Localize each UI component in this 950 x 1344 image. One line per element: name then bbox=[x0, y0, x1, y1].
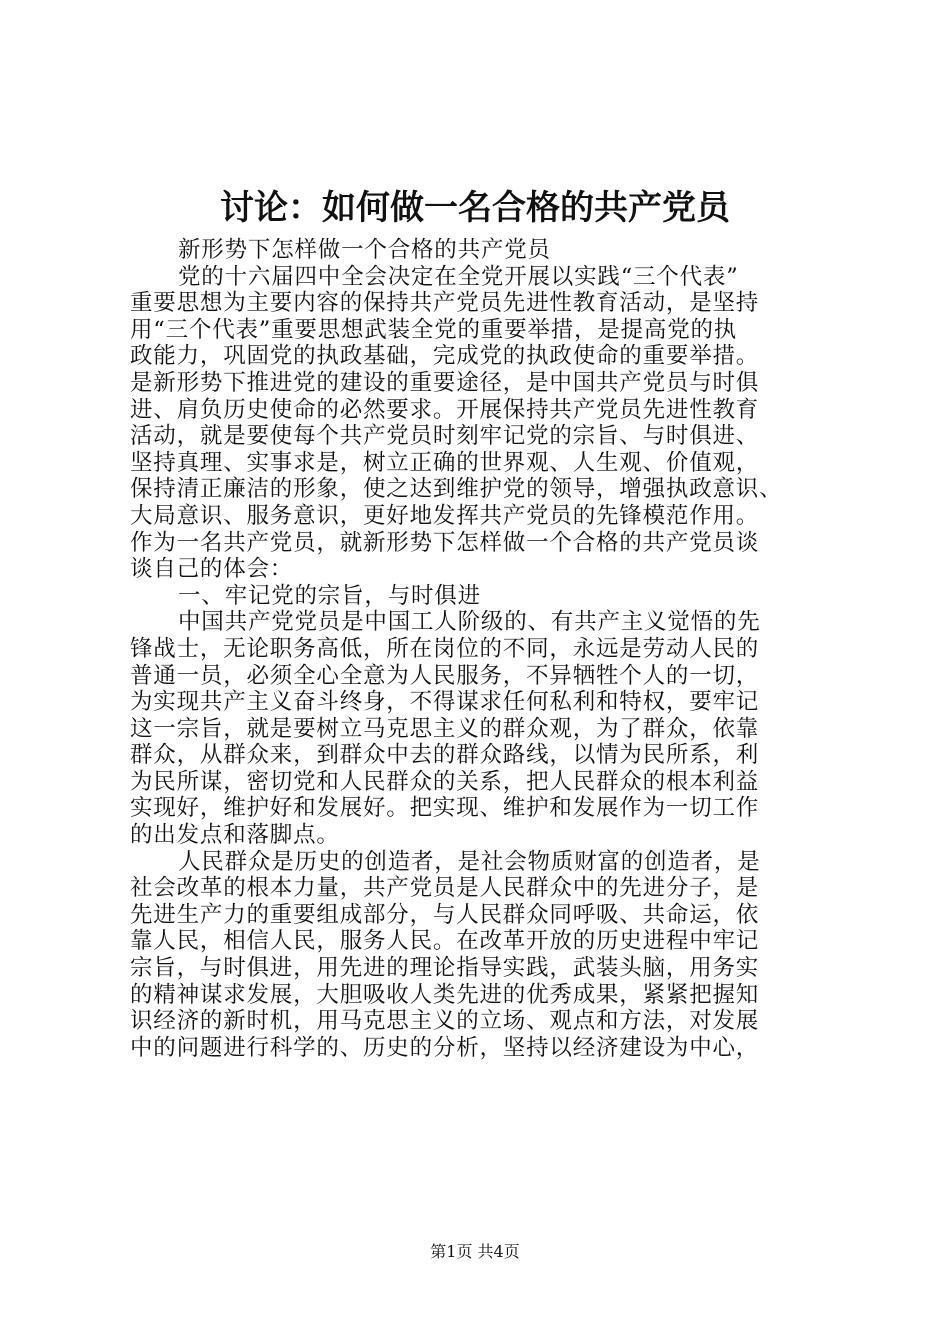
paragraph-line: 这一宗旨，就是要树立马克思主义的群众观，为了群众，依靠 bbox=[130, 715, 760, 742]
paragraph-line: 政能力，巩固党的执政基础，完成党的执政使命的重要举措。 bbox=[130, 343, 760, 370]
paragraph-line: 实现好，维护好和发展好。把实现、维护和发展作为一切工作 bbox=[130, 795, 760, 822]
paragraph-line: 进、肩负历史使命的必然要求。开展保持共产党员先进性教育 bbox=[130, 396, 760, 423]
paragraph-line: 普通一员，必须全心全意为人民服务，不异牺牲个人的一切， bbox=[130, 662, 760, 689]
paragraph-line: 人民群众是历史的创造者，是社会物质财富的创造者，是 bbox=[178, 848, 761, 875]
paragraph-line: 的出发点和落脚点。 bbox=[130, 822, 340, 849]
paragraph-line: 社会改革的根本力量，共产党员是人民群众中的先进分子，是 bbox=[130, 875, 760, 902]
paragraph-line: 重要思想为主要内容的保持共产党员先进性教育活动，是坚持 bbox=[130, 290, 760, 317]
paragraph-line: 党的十六届四中全会决定在全党开展以实践“三个代表” bbox=[178, 263, 739, 290]
paragraph-line: 为实现共产主义奋斗终身，不得谋求任何私利和特权，要牢记 bbox=[130, 689, 760, 716]
document-body bbox=[130, 237, 850, 1061]
paragraph-line: 是新形势下推进党的建设的重要途径，是中国共产党员与时俱 bbox=[130, 369, 760, 396]
paragraph-line: 作为一名共产党员，就新形势下怎样做一个合格的共产党员谈 bbox=[130, 529, 760, 556]
paragraph-line: 先进生产力的重要组成部分，与人民群众同呼吸、共命运，依 bbox=[130, 901, 760, 928]
paragraph-line: 活动，就是要使每个共产党员时刻牢记党的宗旨、与时俱进、 bbox=[130, 423, 760, 450]
paragraph-line: 中的问题进行科学的、历史的分析，坚持以经济建设为中心， bbox=[130, 1034, 760, 1061]
paragraph-line: 中国共产党党员是中国工人阶级的、有共产主义觉悟的先 bbox=[178, 609, 761, 636]
section-heading: 一、牢记党的宗旨，与时俱进 bbox=[178, 582, 481, 609]
paragraph-line: 谈自己的体会： bbox=[130, 556, 294, 583]
paragraph-line: 为民所谋，密切党和人民群众的关系，把人民群众的根本利益 bbox=[130, 768, 760, 795]
paragraph-line: 宗旨，与时俱进，用先进的理论指导实践，武装头脑，用务实 bbox=[130, 955, 760, 982]
page-footer: 第1页 共4页 bbox=[430, 1242, 520, 1261]
paragraph-line: 群众，从群众来，到群众中去的群众路线，以情为民所系，利 bbox=[130, 742, 760, 769]
paragraph-line: 保持清正廉洁的形象，使之达到维护党的领导，增强执政意识、 bbox=[130, 476, 783, 503]
paragraph-line: 靠人民，相信人民，服务人民。在改革开放的历史进程中牢记 bbox=[130, 928, 760, 955]
paragraph-line: 识经济的新时机，用马克思主义的立场、观点和方法，对发展 bbox=[130, 1008, 760, 1035]
paragraph-line: 的精神谋求发展，大胆吸收人类先进的优秀成果，紧紧把握知 bbox=[130, 981, 760, 1008]
paragraph-line: 新形势下怎样做一个合格的共产党员 bbox=[178, 237, 551, 263]
paragraph-line: 坚持真理、实事求是，树立正确的世界观、人生观、价值观， bbox=[130, 449, 760, 476]
paragraph-line: 锋战士，无论职务高低，所在岗位的不同，永远是劳动人民的 bbox=[130, 635, 760, 662]
document-title: 讨论：如何做一名合格的共产党员 bbox=[220, 188, 730, 228]
paragraph-line: 大局意识、服务意识，更好地发挥共产党员的先锋模范作用。 bbox=[130, 502, 760, 529]
paragraph-line: 用“三个代表”重要思想武装全党的重要举措，是提高党的执 bbox=[130, 316, 738, 343]
